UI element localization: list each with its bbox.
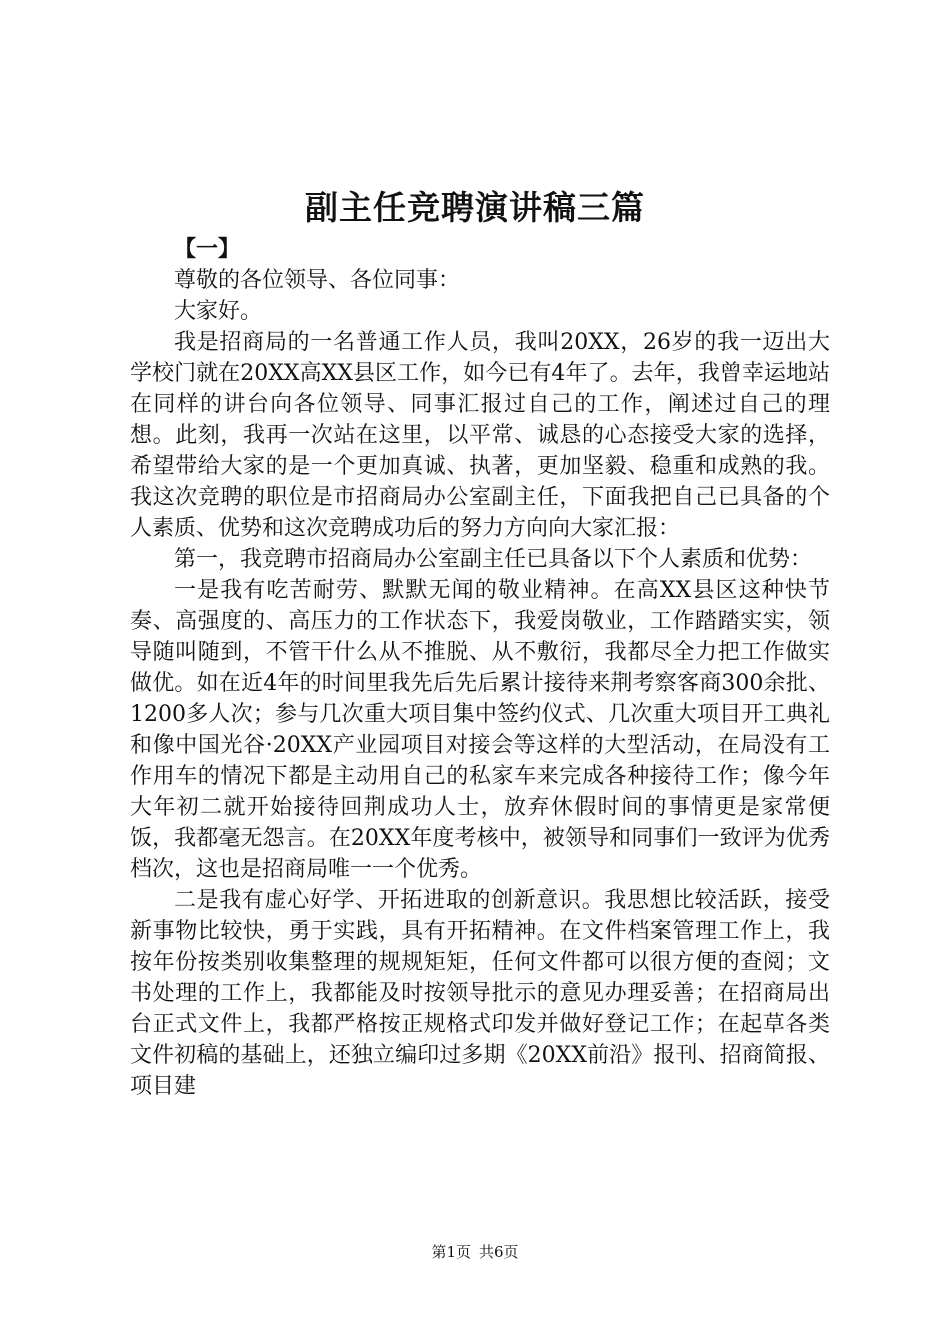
document-title: 副主任竞聘演讲稿三篇	[305, 188, 645, 227]
salutation: 尊敬的各位领导、各位同事：	[174, 268, 461, 293]
page-number: 第1页	[431, 1243, 471, 1261]
page-footer	[0, 1242, 950, 1262]
document-body	[130, 234, 830, 1102]
page-total: 共6页	[479, 1243, 519, 1261]
paragraph-first-point: 第一，我竞聘市招商局办公室副主任已具备以下个人素质和优势：	[174, 547, 813, 572]
paragraph-dedication: 一是我有吃苦耐劳、默默无闻的敬业精神。在高XX县区这种快节奏、高强度的、高压力的工作状态下，我爱岗敬业，工作踏踏实实，领导随叫随到，不管干什么从不推脱、从不敷衍，我都尽全力把工作做实做优。如在近4年的时间里我先后先后累计接待来荆考察客商300余批、1200多人次；参与几次重大项目集中签约仪式、几次重大项目开工典礼和像中国光谷·20XX产业园项目对接会等这样的大型活动，在局没有工作用车的情况下都是主动用自己的私家车来完成各种接待工作；像今年大年初二就开始接待回荆成功人士，放弃休假时间的事情更是家常便饭，我都毫无怨言。在20XX年度考核中，被领导和同事们一致评为优秀档次，这也是招商局唯一一个优秀。	[130, 578, 830, 882]
section-marker: 【一】	[174, 236, 241, 262]
greeting: 大家好。	[174, 299, 263, 324]
paragraph-innovation: 二是我有虚心好学、开拓进取的创新意识。我思想比较活跃，接受新事物比较快，勇于实践，具有开拓精神。在文件档案管理工作上，我按年份按类别收集整理的规规矩矩，任何文件都可以很方便的查阅；文书处理的工作上，我都能及时按领导批示的意见办理妥善；在招商局出台正式文件上，我都严格按正规格式印发并做好登记工作；在起草各类文件初稿的基础上，还独立编印过多期《20XX前沿》报刊、招商简报、项目建	[130, 888, 830, 1099]
paragraph-intro: 我是招商局的一名普通工作人员，我叫20XX，26岁的我一迈出大学校门就在20XX高XX县区工作，如今已有4年了。去年，我曾幸运地站在同样的讲台向各位领导、同事汇报过自己的工作，阐述过自己的理想。此刻，我再一次站在这里，以平常、诚恳的心态接受大家的选择，希望带给大家的是一个更加真诚、执著，更加坚毅、稳重和成熟的我。我这次竞聘的职位是市招商局办公室副主任，下面我把自己已具备的个人素质、优势和这次竞聘成功后的努力方向向大家汇报：	[130, 330, 830, 541]
